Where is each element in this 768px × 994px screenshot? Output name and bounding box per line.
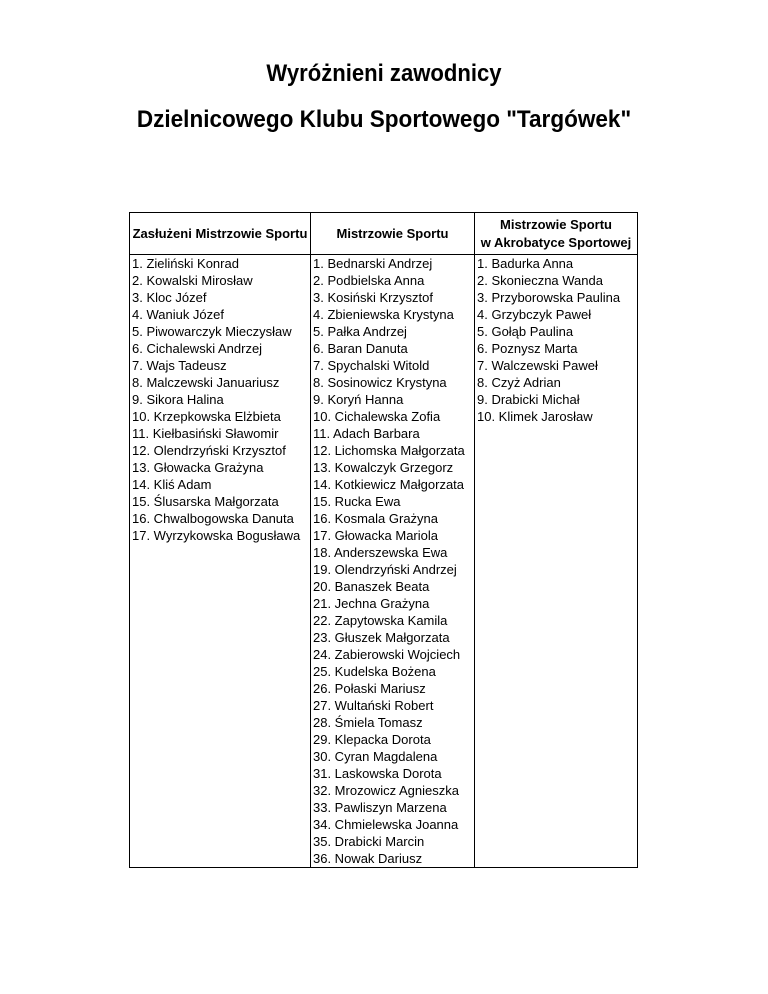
table-row [130, 850, 638, 868]
table-row [130, 408, 638, 425]
master-cell: 24. Zabierowski Wojciech [311, 646, 475, 663]
master-cell: 3. Kosiński Krzysztof [311, 289, 475, 306]
honored-master-cell: 15. Ślusarska Małgorzata [130, 493, 311, 510]
acrobatics-master-cell [475, 765, 638, 782]
honored-master-cell: 9. Sikora Halina [130, 391, 311, 408]
master-cell: 11. Adach Barbara [311, 425, 475, 442]
table-row [130, 697, 638, 714]
table-row [130, 578, 638, 595]
table-header-row [130, 213, 638, 255]
honored-master-cell [130, 833, 311, 850]
master-cell: 18. Anderszewska Ewa [311, 544, 475, 561]
honored-master-cell [130, 544, 311, 561]
master-cell: 8. Sosinowicz Krystyna [311, 374, 475, 391]
acrobatics-master-cell [475, 816, 638, 833]
master-cell: 7. Spychalski Witold [311, 357, 475, 374]
honored-master-cell: 11. Kiełbasiński Sławomir [130, 425, 311, 442]
acrobatics-master-cell [475, 731, 638, 748]
acrobatics-master-cell: 2. Skonieczna Wanda [475, 272, 638, 289]
master-cell: 16. Kosmala Grażyna [311, 510, 475, 527]
acrobatics-master-cell [475, 425, 638, 442]
master-cell: 10. Cichalewska Zofia [311, 408, 475, 425]
honored-master-cell [130, 680, 311, 697]
table-row [130, 833, 638, 850]
athletes-table [129, 212, 638, 868]
table-row [130, 714, 638, 731]
table-row [130, 391, 638, 408]
acrobatics-master-cell: 4. Grzybczyk Paweł [475, 306, 638, 323]
table-row [130, 782, 638, 799]
table-row [130, 510, 638, 527]
honored-master-cell: 17. Wyrzykowska Bogusława [130, 527, 311, 544]
master-cell: 19. Olendrzyński Andrzej [311, 561, 475, 578]
acrobatics-master-cell: 6. Poznysz Marta [475, 340, 638, 357]
acrobatics-master-cell [475, 459, 638, 476]
master-cell: 29. Klepacka Dorota [311, 731, 475, 748]
acrobatics-master-cell: 3. Przyborowska Paulina [475, 289, 638, 306]
table-row [130, 765, 638, 782]
acrobatics-master-cell [475, 697, 638, 714]
honored-master-cell: 1. Zieliński Konrad [130, 255, 311, 273]
master-cell: 31. Laskowska Dorota [311, 765, 475, 782]
table-row [130, 459, 638, 476]
honored-master-cell: 13. Głowacka Grażyna [130, 459, 311, 476]
table-row [130, 595, 638, 612]
table-row [130, 323, 638, 340]
honored-master-cell [130, 714, 311, 731]
master-cell: 9. Koryń Hanna [311, 391, 475, 408]
honored-master-cell [130, 850, 311, 868]
honored-master-cell: 2. Kowalski Mirosław [130, 272, 311, 289]
table-row [130, 340, 638, 357]
honored-master-cell [130, 561, 311, 578]
table-row [130, 612, 638, 629]
header-line: Mistrzowie Sportu [500, 216, 612, 232]
acrobatics-master-cell [475, 714, 638, 731]
acrobatics-master-cell [475, 850, 638, 868]
acrobatics-master-cell: 10. Klimek Jarosław [475, 408, 638, 425]
acrobatics-master-cell [475, 799, 638, 816]
acrobatics-master-cell [475, 527, 638, 544]
master-cell: 6. Baran Danuta [311, 340, 475, 357]
honored-master-cell: 14. Kliś Adam [130, 476, 311, 493]
honored-master-cell: 16. Chwalbogowska Danuta [130, 510, 311, 527]
table-row [130, 306, 638, 323]
table-row [130, 799, 638, 816]
master-cell: 15. Rucka Ewa [311, 493, 475, 510]
honored-master-cell [130, 765, 311, 782]
acrobatics-master-cell [475, 476, 638, 493]
header-line: w Akrobatyce Sportowej [480, 234, 632, 250]
acrobatics-master-cell: 1. Badurka Anna [475, 255, 638, 273]
column-header-honored-masters: Zasłużeni Mistrzowie Sportu [130, 213, 311, 255]
honored-master-cell: 10. Krzepkowska Elżbieta [130, 408, 311, 425]
honored-master-cell: 8. Malczewski Januariusz [130, 374, 311, 391]
honored-master-cell [130, 629, 311, 646]
table-row [130, 493, 638, 510]
table-row [130, 561, 638, 578]
page-subtitle: Dzielnicowego Klubu Sportowego "Targówek" [136, 106, 632, 133]
page-title: Wyróżnieni zawodnicy [266, 60, 502, 87]
master-cell: 35. Drabicki Marcin [311, 833, 475, 850]
master-cell: 4. Zbieniewska Krystyna [311, 306, 475, 323]
honored-master-cell: 5. Piwowarczyk Mieczysław [130, 323, 311, 340]
acrobatics-master-cell [475, 629, 638, 646]
master-cell: 26. Połaski Mariusz [311, 680, 475, 697]
acrobatics-master-cell [475, 544, 638, 561]
acrobatics-master-cell [475, 561, 638, 578]
honored-master-cell [130, 816, 311, 833]
acrobatics-master-cell [475, 612, 638, 629]
table-row [130, 425, 638, 442]
master-cell: 23. Głuszek Małgorzata [311, 629, 475, 646]
master-cell: 36. Nowak Dariusz [311, 850, 475, 868]
acrobatics-master-cell [475, 578, 638, 595]
master-cell: 25. Kudelska Bożena [311, 663, 475, 680]
acrobatics-master-cell [475, 680, 638, 697]
table-row [130, 816, 638, 833]
honored-master-cell [130, 748, 311, 765]
table-row [130, 357, 638, 374]
table-row [130, 663, 638, 680]
honored-master-cell [130, 578, 311, 595]
acrobatics-master-cell [475, 663, 638, 680]
honored-master-cell [130, 646, 311, 663]
table-row [130, 374, 638, 391]
table-row [130, 527, 638, 544]
table-row [130, 255, 638, 273]
master-cell: 1. Bednarski Andrzej [311, 255, 475, 273]
acrobatics-master-cell [475, 782, 638, 799]
table-row [130, 272, 638, 289]
acrobatics-master-cell [475, 510, 638, 527]
master-cell: 21. Jechna Grażyna [311, 595, 475, 612]
honored-master-cell: 7. Wajs Tadeusz [130, 357, 311, 374]
table-row [130, 748, 638, 765]
honored-master-cell: 4. Waniuk Józef [130, 306, 311, 323]
master-cell: 27. Wultański Robert [311, 697, 475, 714]
table-row [130, 646, 638, 663]
master-cell: 5. Pałka Andrzej [311, 323, 475, 340]
master-cell: 17. Głowacka Mariola [311, 527, 475, 544]
table-row [130, 680, 638, 697]
master-cell: 2. Podbielska Anna [311, 272, 475, 289]
master-cell: 20. Banaszek Beata [311, 578, 475, 595]
master-cell: 13. Kowalczyk Grzegorz [311, 459, 475, 476]
honored-master-cell [130, 595, 311, 612]
honored-master-cell [130, 731, 311, 748]
table-row [130, 442, 638, 459]
acrobatics-master-cell: 7. Walczewski Paweł [475, 357, 638, 374]
acrobatics-master-cell [475, 748, 638, 765]
table-row [130, 629, 638, 646]
table-row [130, 289, 638, 306]
master-cell: 12. Lichomska Małgorzata [311, 442, 475, 459]
honored-master-cell [130, 782, 311, 799]
honored-master-cell [130, 663, 311, 680]
master-cell: 34. Chmielewska Joanna [311, 816, 475, 833]
honored-master-cell: 12. Olendrzyński Krzysztof [130, 442, 311, 459]
honored-master-cell: 3. Kloc Józef [130, 289, 311, 306]
acrobatics-master-cell: 8. Czyż Adrian [475, 374, 638, 391]
acrobatics-master-cell [475, 442, 638, 459]
table-row [130, 476, 638, 493]
master-cell: 14. Kotkiewicz Małgorzata [311, 476, 475, 493]
master-cell: 32. Mrozowicz Agnieszka [311, 782, 475, 799]
table-row [130, 544, 638, 561]
master-cell: 28. Śmiela Tomasz [311, 714, 475, 731]
honored-master-cell [130, 697, 311, 714]
acrobatics-master-cell [475, 493, 638, 510]
acrobatics-master-cell: 5. Gołąb Paulina [475, 323, 638, 340]
column-header-masters: Mistrzowie Sportu [311, 213, 475, 255]
honored-master-cell [130, 799, 311, 816]
acrobatics-master-cell [475, 595, 638, 612]
master-cell: 33. Pawliszyn Marzena [311, 799, 475, 816]
master-cell: 22. Zapytowska Kamila [311, 612, 475, 629]
table-row [130, 731, 638, 748]
master-cell: 30. Cyran Magdalena [311, 748, 475, 765]
honored-master-cell: 6. Cichalewski Andrzej [130, 340, 311, 357]
honored-master-cell [130, 612, 311, 629]
acrobatics-master-cell: 9. Drabicki Michał [475, 391, 638, 408]
column-header-acrobatics-masters [475, 213, 638, 255]
acrobatics-master-cell [475, 646, 638, 663]
acrobatics-master-cell [475, 833, 638, 850]
